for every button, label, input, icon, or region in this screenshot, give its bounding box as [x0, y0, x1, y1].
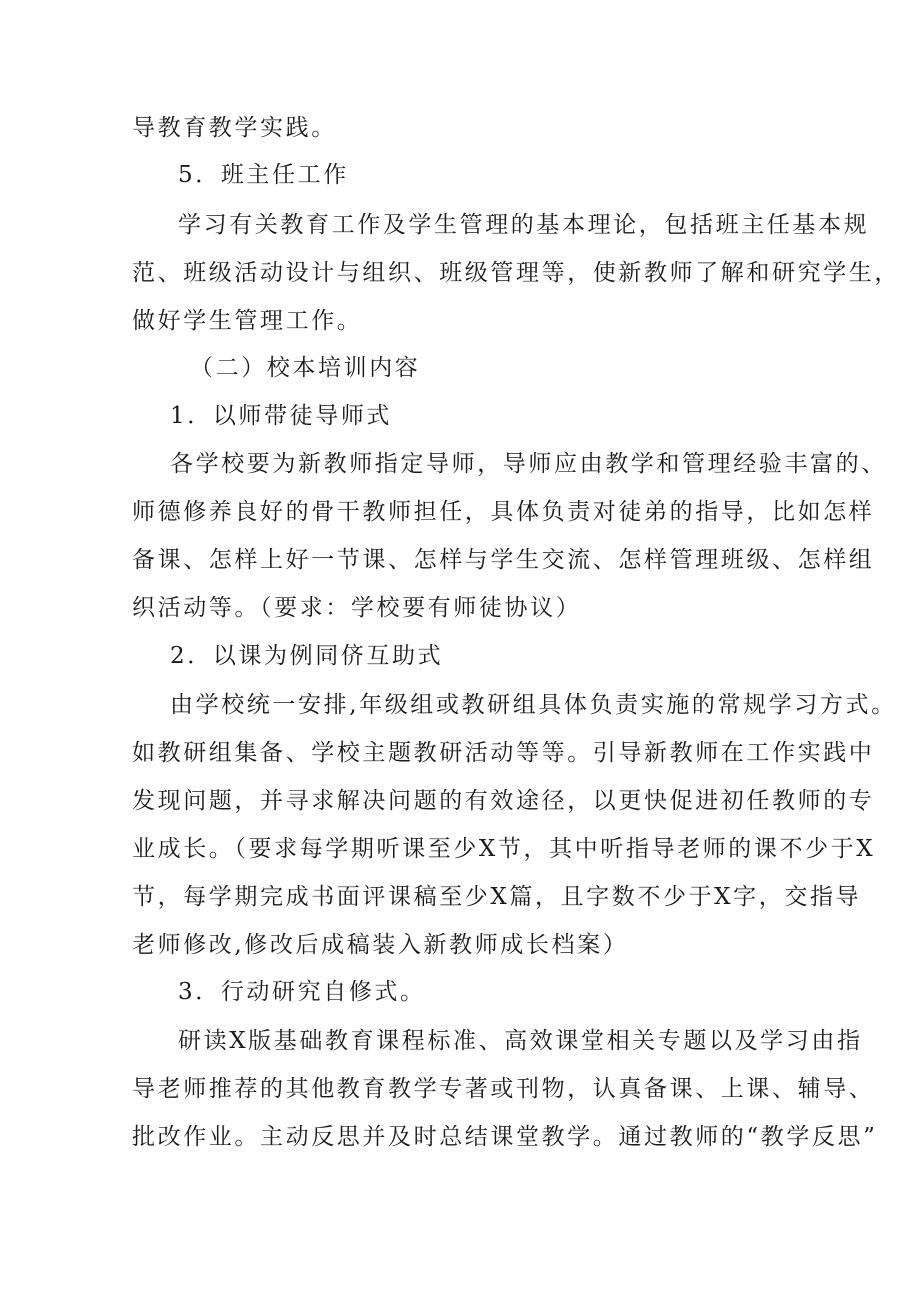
paragraph-line: 范、班级活动设计与组织、班级管理等，使新教师了解和研究学生，: [132, 260, 900, 286]
paragraph-line: 备课、怎样上好一节课、怎样与学生交流、怎样管理班级、怎样组: [132, 547, 875, 573]
paragraph-line: 由学校统一安排,年级组或教研组具体负责实施的常规学习方式。: [170, 692, 897, 718]
paragraph-line: 老师修改,修改后成稿装入新教师成长档案）: [132, 932, 629, 958]
section-heading: 2．以课为例同侪互助式: [170, 643, 444, 669]
paragraph-line: 学习有关教育工作及学生管理的基本理论，包括班主任基本规: [178, 212, 870, 238]
section-heading: 1．以师带徒导师式: [170, 403, 393, 429]
paragraph-line: 如教研组集备、学校主题教研活动等等。引导新教师在工作实践中: [132, 740, 875, 766]
paragraph-line: 导老师推荐的其他教育教学专著或刊物，认真备课、上课、辅导、: [132, 1076, 875, 1102]
paragraph-line: 师德修养良好的骨干教师担任，具体负责对徒弟的指导，比如怎样: [132, 499, 875, 525]
section-heading: 5．班主任工作: [178, 162, 349, 188]
paragraph-line: 各学校要为新教师指定导师，导师应由教学和管理经验丰富的、: [170, 451, 887, 477]
paragraph-line: 做好学生管理工作。: [132, 308, 363, 334]
paragraph-line: 导教育教学实践。: [132, 115, 337, 141]
paragraph-line: 批改作业。主动反思并及时总结课堂教学。通过教师的“教学反思”: [132, 1124, 878, 1150]
paragraph-line: 节，每学期完成书面评课稿至少X篇，且字数不少于X字，交指导: [132, 884, 862, 910]
section-heading: （二）校本培训内容: [190, 355, 421, 381]
paragraph-line: 发现问题，并寻求解决问题的有效途径，以更快促进初任教师的专: [132, 788, 875, 814]
section-heading: 3．行动研究自修式。: [178, 979, 426, 1005]
paragraph-line: 业成长。（要求每学期听课至少X节，其中听指导老师的课不少于X: [132, 836, 876, 862]
paragraph-line: 研读X版基础教育课程标准、高效课堂相关专题以及学习由指: [178, 1028, 863, 1054]
paragraph-line: 织活动等。（要求：学校要有师徒协议）: [132, 595, 582, 621]
